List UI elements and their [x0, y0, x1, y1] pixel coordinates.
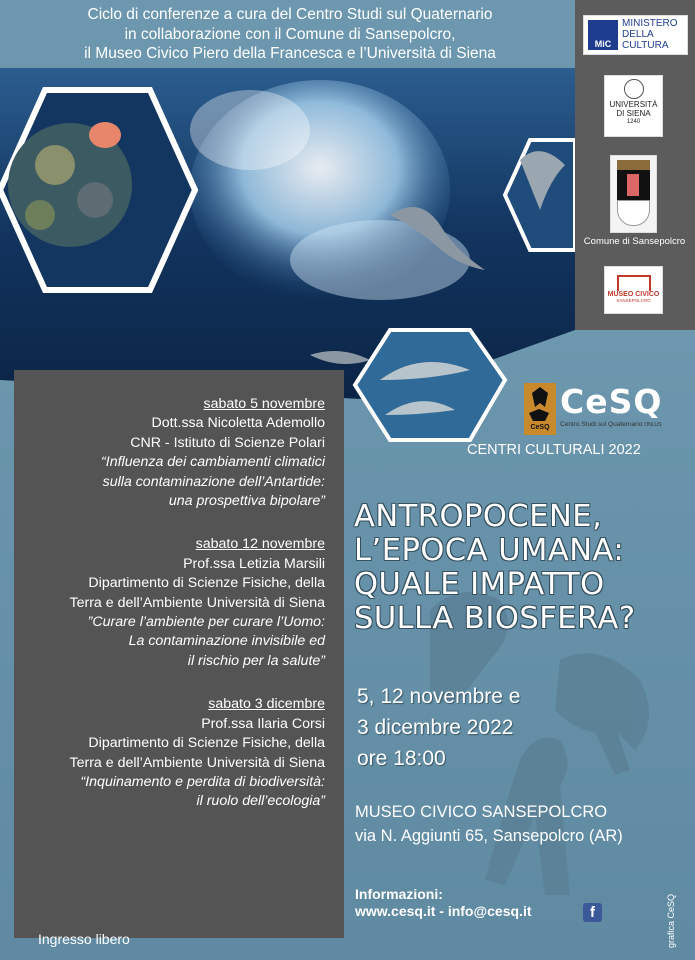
event-speaker: Prof.ssa Letizia Marsili [183, 555, 325, 572]
cesq-subtitle-text: Centro Studi sul Quaternario [560, 421, 643, 428]
event-speaker: Prof.ssa Ilaria Corsi [201, 715, 325, 732]
free-entry-label: Ingresso libero [38, 931, 130, 947]
venue-address: via N. Aggiunti 65, Sansepolcro (AR) [355, 827, 623, 845]
ministero-logo [583, 15, 688, 55]
event-affiliation: Terra e dell’Ambiente Università di Siena [69, 754, 325, 771]
universita-logo [604, 75, 663, 137]
universita-text: DI SIENA [616, 109, 651, 118]
cesq-name: CeSQ [560, 382, 663, 421]
venue [355, 800, 623, 848]
event-affiliation: Dipartimento di Scienze Fisiche, della [88, 735, 325, 752]
ministero-text: DELLA [622, 29, 654, 40]
event-talk: il ruolo dell’ecologia” [196, 793, 325, 810]
cesq-subtitle [560, 421, 670, 428]
title-line: SULLA BIOSFERA? [354, 601, 636, 636]
event-dates [357, 681, 520, 774]
credit-label: grafica CeSQ [666, 893, 676, 948]
museo-text: MUSEO CIVICO [607, 291, 660, 298]
ministero-text: MINISTERO [622, 18, 678, 29]
seal-icon [624, 79, 644, 99]
event-2 [20, 535, 325, 671]
event-talk: “Inquinamento e perdita di biodiversità: [80, 773, 325, 790]
venue-name: MUSEO CIVICO SANSEPOLCRO [355, 803, 608, 821]
header [0, 0, 580, 68]
comune-crest [610, 155, 657, 233]
dates-line: 5, 12 novembre e [357, 685, 521, 708]
info [355, 886, 532, 920]
centri-culturali: CENTRI CULTURALI 2022 [467, 442, 641, 458]
events-list [20, 395, 325, 836]
title-line: L’EPOCA UMANA: [354, 533, 625, 568]
comune-label: Comune di Sansepolcro [583, 236, 686, 247]
event-date: sabato 3 dicembre [208, 696, 325, 713]
dates-line: 3 dicembre 2022 [357, 716, 514, 739]
event-affiliation: CNR - Istituto di Scienze Polari [130, 434, 325, 451]
info-contacts[interactable]: www.cesq.it - info@cesq.it [355, 903, 532, 919]
info-label: Informazioni: [355, 886, 443, 902]
cesq-badge: CeSQ [530, 424, 550, 431]
event-talk: il rischio per la salute” [187, 652, 325, 669]
event-affiliation: Terra e dell’Ambiente Università di Siena [69, 594, 325, 611]
header-line: in collaborazione con il Comune di Sansepolcro, [124, 25, 456, 43]
event-talk: una prospettiva bipolare” [168, 493, 325, 510]
event-talk: sulla contaminazione dell’Antartide: [102, 473, 325, 490]
dates-line: ore 18:00 [357, 747, 446, 770]
museo-logo [604, 266, 663, 314]
main-title [354, 500, 636, 636]
cesq-onlus: ONLUS [644, 422, 662, 428]
header-line: Ciclo di conferenze a cura del Centro Studi sul Quaternario [87, 6, 493, 23]
building-icon [617, 275, 651, 291]
event-3 [20, 695, 325, 811]
ministero-text: CULTURA [622, 40, 669, 51]
event-talk: ”Curare l’ambiente per curare l’Uomo: [87, 614, 325, 631]
universita-text: UNIVERSITÀ [609, 100, 658, 109]
event-talk: “Influenza dei cambiamenti climatici [101, 454, 325, 471]
event-date: sabato 12 novembre [195, 536, 325, 553]
facebook-icon[interactable]: f [583, 903, 602, 922]
header-line: il Museo Civico Piero della Francesca e l’Università di Siena [84, 45, 496, 62]
event-speaker: Dott.ssa Nicoletta Ademollo [151, 415, 325, 432]
title-line: ANTROPOCENE, [354, 499, 603, 534]
title-line: QUALE IMPATTO [354, 567, 605, 602]
mic-mark: MiC [588, 20, 618, 50]
event-date: sabato 5 novembre [203, 396, 325, 412]
museo-subtext: SANSEPOLCRO [616, 298, 651, 303]
event-1 [20, 395, 325, 511]
universita-year: 1240 [626, 119, 641, 125]
event-talk: La contaminazione invisibile ed [128, 633, 325, 650]
event-affiliation: Dipartimento di Scienze Fisiche, della [88, 575, 325, 592]
